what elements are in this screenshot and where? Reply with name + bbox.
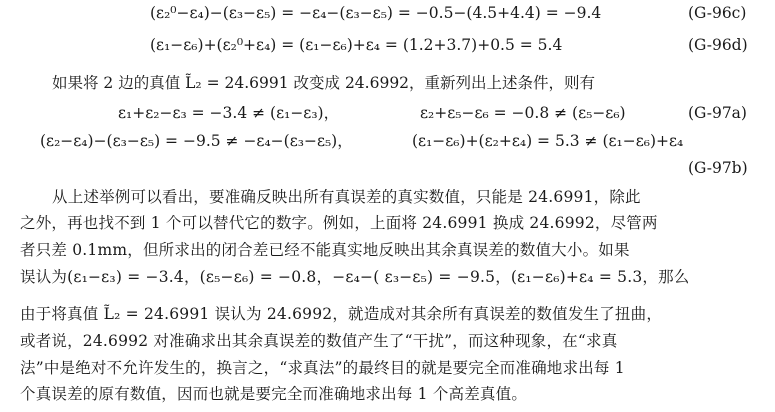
equation-tag-g96d: (G-96d) <box>688 36 748 54</box>
paragraph-line-2: 之外，再也找不到 1 个可以替代它的数字。例如，上面将 24.6991 换成 24.6992，尽管两 <box>20 214 658 232</box>
equation-tag-g96c: (G-96c) <box>688 4 747 22</box>
equation-g97a-right: ε₂+ε₅−ε₆ = −0.8 ≠ (ε₅−ε₆) <box>420 104 626 122</box>
paragraph-line-8: 个真误差的原有数值，因而也就是要完全而准确地求出每 1 个高差真值。 <box>20 385 528 403</box>
paragraph-line-7: 法”中是绝对不允许发生的，换言之，“求真法”的最终目的就是要完全而准确地求出每 1 <box>20 359 625 377</box>
paragraph-line-1: 从上述举例可以看出，要准确反映出所有真误差的真实数值，只能是 24.6991，除此 <box>52 188 641 206</box>
paragraph-line-5: 由于将真值 L̃₂ = 24.6991 误认为 24.6992，就造成对其余所有真误差的数值发生了扭曲， <box>20 305 663 323</box>
intro-sentence: 如果将 2 边的真值 L̃₂ = 24.6991 改变成 24.6992，重新列出上述条件，则有 <box>52 74 596 92</box>
equation-g96d: (ε₁−ε₆)+(ε₂⁰+ε₄) = (ε₁−ε₆)+ε₄ = (1.2+3.7)+0.5 = 5.4 <box>150 36 563 54</box>
equation-g97a-left: ε₁+ε₂−ε₃ = −3.4 ≠ (ε₁−ε₃)， <box>118 104 340 122</box>
equation-g97b-right: (ε₁−ε₆)+(ε₂+ε₄) = 5.3 ≠ (ε₁−ε₆)+ε₄ <box>412 132 684 150</box>
paragraph-line-3: 者只差 0.1mm，但所求出的闭合差已经不能真实地反映出其余真误差的数值大小。如果 <box>20 241 630 259</box>
equation-g96c: (ε₂⁰−ε₄)−(ε₃−ε₅) = −ε₄−(ε₃−ε₅) = −0.5−(4.5+4.4) = −9.4 <box>150 4 602 22</box>
equation-tag-g97a: (G-97a) <box>688 104 747 122</box>
paragraph-line-6: 或者说，24.6992 对准确求出其余真误差的数值产生了“干扰”，而这种现象，在“求真 <box>20 332 618 350</box>
paragraph-line-4: 误认为(ε₁−ε₃) = −3.4，(ε₅−ε₆) = −0.8，−ε₄−( ε₃−ε₅) = −9.5，(ε₁−ε₆)+ε₄ = 5.3，那么 <box>20 268 690 286</box>
equation-tag-g97b: (G-97b) <box>688 159 748 177</box>
equation-g97b-left: (ε₂−ε₄)−(ε₃−ε₅) = −9.5 ≠ −ε₄−(ε₃−ε₅)， <box>40 132 353 150</box>
